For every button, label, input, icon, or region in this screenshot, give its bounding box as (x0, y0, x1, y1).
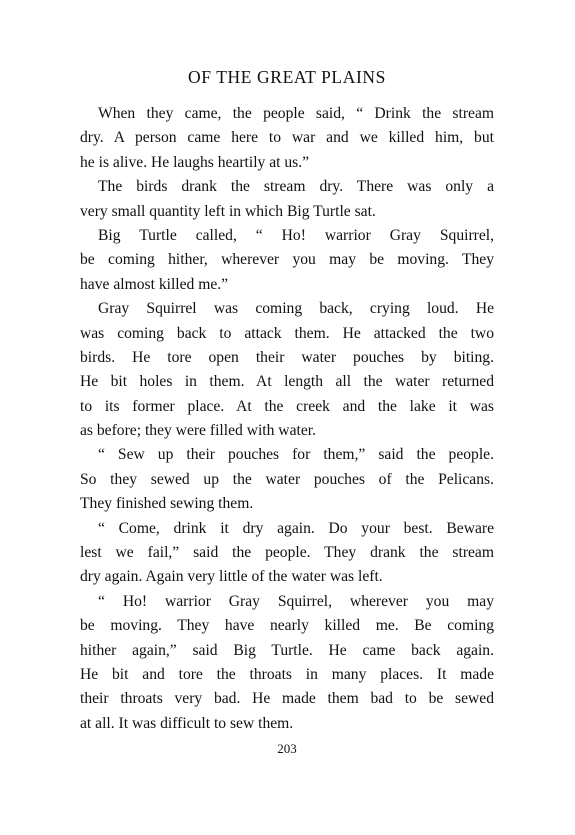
text-line: be coming hither, wherever you may be moving. They (80, 251, 494, 269)
text-line: He bit and tore the throats in many places. It made (80, 665, 494, 683)
text-line: The birds drank the stream dry. There was only a (98, 178, 494, 196)
text-line: dry again. Again very little of the water was left. (80, 568, 383, 586)
page-number: 203 (277, 741, 297, 756)
text-line: very small quantity left in which Big Turtle sat. (80, 202, 376, 220)
text-line: their throats very bad. He made them bad to be sewed (80, 690, 494, 708)
book-page (80, 0, 494, 835)
text-line: dry. A person came here to war and we killed him, but (80, 129, 494, 147)
text-line: “ Ho! warrior Gray Squirrel, wherever you may (98, 592, 494, 610)
text-line: as before; they were filled with water. (80, 422, 316, 440)
text-line: They finished sewing them. (80, 495, 254, 513)
text-line: lest we fail,” said the people. They drank the stream (80, 544, 494, 562)
text-line: Gray Squirrel was coming back, crying loud. He (98, 300, 494, 318)
text-line: was coming back to attack them. He attacked the two (80, 324, 494, 342)
text-line: he is alive. He laughs heartily at us.” (80, 153, 310, 171)
text-line: Big Turtle called, “ Ho! warrior Gray Squirrel, (98, 226, 494, 244)
text-line: have almost killed me.” (80, 275, 229, 293)
text-line: He bit holes in them. At length all the water returned (80, 373, 494, 391)
text-line: be moving. They have nearly killed me. Be coming (80, 617, 494, 635)
text-line: hither again,” said Big Turtle. He came back again. (80, 641, 494, 659)
text-line: When they came, the people said, “ Drink the stream (98, 105, 494, 122)
text-line: to its former place. At the creek and the lake it was (80, 397, 494, 415)
running-head: OF THE GREAT PLAINS (188, 67, 386, 87)
text-line: birds. He tore open their water pouches by biting. (80, 348, 494, 366)
text-line: “ Sew up their pouches for them,” said the people. (98, 446, 494, 464)
text-line: So they sewed up the water pouches of the Pelicans. (80, 470, 494, 488)
text-line: “ Come, drink it dry again. Do your best. Beware (98, 519, 494, 537)
text-line: at all. It was difficult to sew them. (80, 714, 294, 732)
body-text (80, 102, 494, 736)
